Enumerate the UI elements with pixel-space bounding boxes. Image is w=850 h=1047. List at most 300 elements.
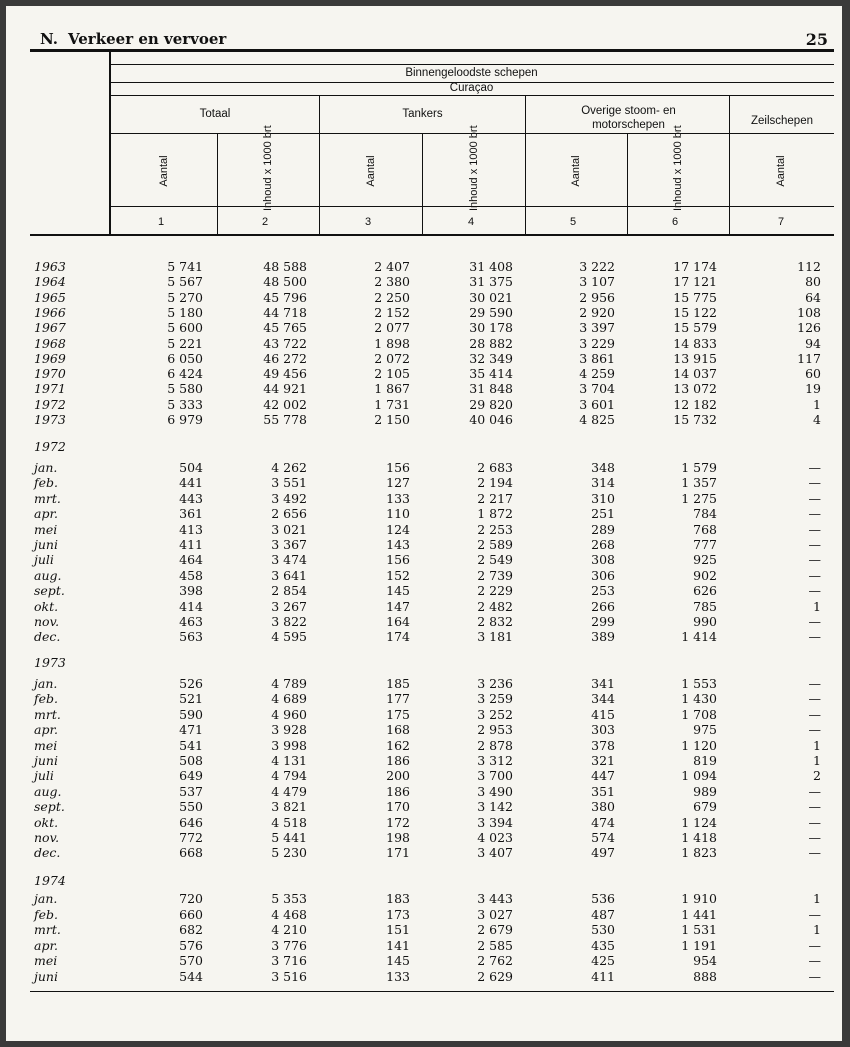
cell-col-2: 3 551 (271, 475, 307, 491)
cell-col-2: 42 002 (263, 396, 307, 412)
cell-col-3: 175 (386, 706, 410, 722)
cell-col-7: — (808, 722, 821, 738)
row-label: juni (34, 753, 58, 768)
table-row (6, 969, 842, 984)
cell-col-3: 2 380 (374, 274, 410, 290)
cell-col-2: 3 267 (271, 598, 307, 614)
cell-col-6: 954 (693, 953, 717, 969)
cell-col-6: 15 579 (673, 320, 717, 336)
cell-col-3: 177 (386, 691, 410, 707)
table-row (6, 397, 842, 412)
cell-col-5: 487 (591, 906, 615, 922)
cell-col-5: 536 (591, 891, 615, 906)
cell-col-3: 141 (386, 937, 410, 953)
table-row (6, 506, 842, 521)
cell-col-6: 1 910 (681, 891, 717, 906)
cell-col-2: 5 230 (271, 845, 307, 861)
cell-col-7: 1 (813, 598, 821, 614)
cell-col-5: 341 (591, 676, 615, 691)
cell-col-5: 303 (591, 722, 615, 738)
cell-col-5: 268 (591, 537, 615, 552)
cell-col-7: — (808, 706, 821, 722)
cell-col-4: 40 046 (469, 412, 513, 427)
row-label: aug. (34, 567, 62, 583)
cell-col-3: 198 (386, 830, 410, 845)
cell-col-1: 570 (179, 953, 203, 969)
row-label: aug. (34, 783, 62, 799)
table-row (6, 568, 842, 583)
row-label: jan. (34, 460, 58, 475)
cell-col-1: 5 180 (167, 304, 203, 320)
row-label: apr. (34, 506, 59, 522)
row-label: dec. (34, 845, 61, 861)
row-label: 1963 (34, 259, 66, 274)
group-overige: Overige stoom- en motorschepen (581, 105, 676, 131)
cell-col-1: 537 (179, 783, 203, 799)
cell-col-4: 35 414 (469, 366, 513, 382)
cell-col-4: 30 178 (469, 320, 513, 336)
row-label: apr. (34, 722, 59, 738)
cell-col-3: 170 (386, 799, 410, 815)
cell-col-4: 2 629 (477, 969, 513, 984)
table-row (6, 845, 842, 860)
cell-col-1: 646 (179, 814, 203, 830)
cell-col-4: 3 407 (477, 845, 513, 861)
cell-col-6: 785 (693, 598, 717, 614)
cell-col-7: — (808, 521, 821, 537)
table-row (6, 412, 842, 427)
group-label-1973: 1973 (34, 655, 66, 670)
row-label: jan. (34, 891, 58, 906)
cell-col-1: 504 (179, 460, 203, 475)
cell-col-5: 435 (591, 937, 615, 953)
col-head-4: Inhoud x 1000 brt (468, 125, 480, 211)
row-label: 1971 (34, 381, 66, 397)
cell-col-1: 550 (179, 799, 203, 815)
cell-col-5: 266 (591, 598, 615, 614)
cell-col-3: 133 (386, 969, 410, 984)
cell-col-3: 174 (386, 629, 410, 645)
cell-col-6: 1 275 (681, 490, 717, 506)
cell-col-3: 133 (386, 490, 410, 506)
cell-col-7: 126 (797, 320, 821, 336)
cell-col-2: 44 718 (263, 304, 307, 320)
cell-col-5: 530 (591, 922, 615, 938)
header-bottom-rule (30, 234, 834, 236)
cell-col-3: 2 077 (374, 320, 410, 336)
cell-col-6: 1 418 (681, 830, 717, 845)
table-row (6, 491, 842, 506)
cell-col-4: 3 490 (477, 783, 513, 799)
cell-col-7: — (808, 937, 821, 953)
cell-col-3: 143 (386, 537, 410, 552)
table-row (6, 938, 842, 953)
cell-col-3: 110 (386, 506, 410, 522)
cell-col-3: 2 105 (374, 366, 410, 382)
cell-col-1: 563 (179, 629, 203, 645)
row-label: okt. (34, 598, 59, 614)
cell-col-3: 168 (386, 722, 410, 738)
cell-col-3: 200 (386, 768, 410, 784)
cell-col-2: 2 656 (271, 506, 307, 522)
cell-col-5: 2 956 (579, 289, 615, 305)
table-row (6, 366, 842, 381)
table-row (6, 753, 842, 768)
cell-col-7: — (808, 537, 821, 552)
cell-col-6: 15 775 (673, 289, 717, 305)
table-row (6, 953, 842, 968)
cell-col-2: 4 131 (271, 753, 307, 768)
cell-col-1: 471 (179, 722, 203, 738)
col-head-1: Aantal (158, 155, 170, 187)
top-rule (30, 49, 834, 52)
cell-col-6: 1 579 (681, 460, 717, 475)
cell-col-2: 4 595 (271, 629, 307, 645)
row-label: 1968 (34, 335, 66, 351)
cell-col-4: 2 194 (477, 475, 513, 491)
cell-col-4: 2 683 (477, 460, 513, 475)
cell-col-2: 2 854 (271, 583, 307, 599)
cell-col-1: 544 (179, 969, 203, 984)
cell-col-2: 45 796 (263, 289, 307, 305)
group-label-1974: 1974 (34, 873, 66, 888)
table-row (6, 799, 842, 814)
group-tankers: Tankers (402, 108, 443, 120)
cell-col-3: 145 (386, 953, 410, 969)
row-label: 1970 (34, 366, 66, 382)
cell-col-1: 541 (179, 737, 203, 753)
cell-col-5: 251 (591, 506, 615, 522)
col-number: 1 (158, 216, 165, 228)
cell-col-5: 308 (591, 552, 615, 568)
cell-col-4: 2 679 (477, 922, 513, 938)
cell-col-7: 1 (813, 737, 821, 753)
cell-col-6: 1 430 (681, 691, 717, 707)
row-label: feb. (34, 475, 58, 491)
table-row (6, 599, 842, 614)
group-totaal: Totaal (199, 108, 231, 120)
cell-col-4: 2 549 (477, 552, 513, 568)
cell-col-6: 1 531 (681, 922, 717, 938)
col-number: 4 (468, 216, 475, 228)
table-row (6, 907, 842, 922)
table-row (6, 537, 842, 552)
table-row (6, 381, 842, 396)
cell-col-5: 289 (591, 521, 615, 537)
cell-col-5: 3 704 (579, 381, 615, 397)
cell-col-7: 64 (805, 289, 821, 305)
cell-col-4: 29 820 (469, 396, 513, 412)
cell-col-1: 464 (179, 552, 203, 568)
section-title: Verkeer en vervoer (68, 30, 227, 48)
cell-col-5: 415 (591, 706, 615, 722)
table-row (6, 768, 842, 783)
cell-col-1: 5 741 (167, 259, 203, 274)
cell-col-1: 508 (179, 753, 203, 768)
cell-col-5: 4 825 (579, 412, 615, 427)
cell-col-3: 156 (386, 552, 410, 568)
row-label: feb. (34, 906, 58, 922)
cell-col-4: 3 252 (477, 706, 513, 722)
cell-col-7: — (808, 691, 821, 707)
cell-col-4: 28 882 (469, 335, 513, 351)
cell-col-6: 15 732 (673, 412, 717, 427)
cell-col-7: 1 (813, 396, 821, 412)
cell-col-3: 1 731 (374, 396, 410, 412)
cell-col-7: — (808, 799, 821, 815)
cell-col-5: 344 (591, 691, 615, 707)
cell-col-3: 2 152 (374, 304, 410, 320)
cell-col-7: 1 (813, 753, 821, 768)
cell-col-4: 2 217 (477, 490, 513, 506)
cell-col-5: 310 (591, 490, 615, 506)
cell-col-1: 6 979 (167, 412, 203, 427)
cell-col-7: 117 (797, 350, 821, 366)
cell-col-2: 3 822 (271, 614, 307, 629)
cell-col-1: 6 050 (167, 350, 203, 366)
cell-col-5: 3 222 (579, 259, 615, 274)
table-row (6, 784, 842, 799)
cell-col-6: 679 (693, 799, 717, 815)
cell-col-5: 306 (591, 567, 615, 583)
row-label: feb. (34, 691, 58, 707)
cell-col-7: 60 (805, 366, 821, 382)
cell-col-1: 411 (179, 537, 203, 552)
row-label: mrt. (34, 922, 61, 938)
row-label: apr. (34, 937, 59, 953)
cell-col-1: 361 (179, 506, 203, 522)
col-head-7: Aantal (775, 155, 787, 187)
row-label: dec. (34, 629, 61, 645)
cell-col-6: 989 (693, 783, 717, 799)
col-head-2: Inhoud x 1000 brt (262, 125, 274, 211)
cell-col-1: 521 (179, 691, 203, 707)
cell-col-6: 14 037 (673, 366, 717, 382)
cell-col-6: 13 915 (673, 350, 717, 366)
table-row (6, 305, 842, 320)
cell-col-2: 3 928 (271, 722, 307, 738)
cell-col-6: 777 (693, 537, 717, 552)
cell-col-5: 321 (591, 753, 615, 768)
cell-col-2: 44 921 (263, 381, 307, 397)
col-number: 2 (262, 216, 269, 228)
cell-col-3: 162 (386, 737, 410, 753)
cell-col-7: — (808, 783, 821, 799)
cell-col-7: — (808, 845, 821, 861)
table-row (6, 830, 842, 845)
cell-col-1: 772 (179, 830, 203, 845)
group-label-1972: 1972 (34, 439, 66, 454)
cell-col-2: 3 776 (271, 937, 307, 953)
table-row (6, 676, 842, 691)
table-row (6, 815, 842, 830)
cell-col-5: 351 (591, 783, 615, 799)
cell-col-1: 668 (179, 845, 203, 861)
cell-col-5: 425 (591, 953, 615, 969)
cell-col-2: 4 794 (271, 768, 307, 784)
cell-col-4: 2 762 (477, 953, 513, 969)
table-row (6, 583, 842, 598)
row-label: juli (34, 552, 54, 568)
cell-col-2: 4 789 (271, 676, 307, 691)
row-label: 1964 (34, 274, 66, 290)
table-row (6, 336, 842, 351)
table-row (6, 460, 842, 475)
cell-col-5: 3 107 (579, 274, 615, 290)
cell-col-7: — (808, 460, 821, 475)
cell-col-1: 5 580 (167, 381, 203, 397)
cell-col-5: 3 397 (579, 320, 615, 336)
cell-col-1: 398 (179, 583, 203, 599)
cell-col-4: 2 878 (477, 737, 513, 753)
cell-col-4: 3 312 (477, 753, 513, 768)
row-label: juni (34, 969, 58, 984)
cell-col-7: 1 (813, 922, 821, 938)
cell-col-2: 48 500 (263, 274, 307, 290)
cell-col-7: 2 (813, 768, 821, 784)
cell-col-1: 526 (179, 676, 203, 691)
cell-col-4: 31 408 (469, 259, 513, 274)
cell-col-2: 5 353 (271, 891, 307, 906)
cell-col-5: 253 (591, 583, 615, 599)
cell-col-3: 2 250 (374, 289, 410, 305)
cell-col-6: 1 094 (681, 768, 717, 784)
cell-col-6: 1 357 (681, 475, 717, 491)
cell-col-4: 32 349 (469, 350, 513, 366)
cell-col-1: 414 (179, 598, 203, 614)
cell-col-5: 497 (591, 845, 615, 861)
cell-col-6: 14 833 (673, 335, 717, 351)
cell-col-6: 925 (693, 552, 717, 568)
cell-col-4: 31 375 (469, 274, 513, 290)
cell-col-5: 348 (591, 460, 615, 475)
cell-col-7: — (808, 629, 821, 645)
table-row (6, 351, 842, 366)
col-head-3: Aantal (365, 155, 377, 187)
cell-col-3: 2 150 (374, 412, 410, 427)
cell-col-7: — (808, 490, 821, 506)
cell-col-1: 463 (179, 614, 203, 629)
cell-col-7: 80 (805, 274, 821, 290)
cell-col-3: 156 (386, 460, 410, 475)
cell-col-2: 3 492 (271, 490, 307, 506)
cell-col-3: 186 (386, 783, 410, 799)
cell-col-1: 720 (179, 891, 203, 906)
row-label: juli (34, 768, 54, 784)
cell-col-3: 2 407 (374, 259, 410, 274)
cell-col-3: 171 (386, 845, 410, 861)
section-letter: N. (40, 30, 58, 48)
cell-col-7: — (808, 583, 821, 599)
cell-col-7: — (808, 830, 821, 845)
table-row (6, 707, 842, 722)
cell-col-1: 6 424 (167, 366, 203, 382)
cell-col-2: 4 689 (271, 691, 307, 707)
row-label: jan. (34, 676, 58, 691)
cell-col-6: 975 (693, 722, 717, 738)
cell-col-5: 447 (591, 768, 615, 784)
stub-divider (109, 52, 111, 236)
table-row (6, 274, 842, 289)
cell-col-2: 4 518 (271, 814, 307, 830)
col-head-6: Inhoud x 1000 brt (672, 125, 684, 211)
row-label: 1967 (34, 320, 66, 336)
cell-col-2: 46 272 (263, 350, 307, 366)
cell-col-5: 299 (591, 614, 615, 629)
group-zeilschepen: Zeilschepen (750, 115, 813, 127)
cell-col-1: 5 333 (167, 396, 203, 412)
cell-col-6: 17 121 (673, 274, 717, 290)
page-number: 25 (805, 30, 828, 49)
cell-col-5: 378 (591, 737, 615, 753)
table-title: Binnengeloodste schepen (405, 67, 538, 79)
cell-col-2: 3 516 (271, 969, 307, 984)
cell-col-5: 314 (591, 475, 615, 491)
cell-col-1: 441 (179, 475, 203, 491)
cell-col-1: 576 (179, 937, 203, 953)
cell-col-2: 3 367 (271, 537, 307, 552)
table-row (6, 738, 842, 753)
cell-col-6: 17 174 (673, 259, 717, 274)
cell-col-2: 4 479 (271, 783, 307, 799)
cell-col-2: 3 716 (271, 953, 307, 969)
row-label: sept. (34, 799, 65, 815)
cell-col-3: 173 (386, 906, 410, 922)
cell-col-1: 5 221 (167, 335, 203, 351)
cell-col-4: 2 589 (477, 537, 513, 552)
cell-col-4: 1 872 (477, 506, 513, 522)
cell-col-6: 1 553 (681, 676, 717, 691)
cell-col-6: 12 182 (673, 396, 717, 412)
row-label: 1972 (34, 396, 66, 412)
cell-col-4: 2 253 (477, 521, 513, 537)
cell-col-2: 4 210 (271, 922, 307, 938)
row-label: mei (34, 953, 58, 969)
cell-col-4: 2 229 (477, 583, 513, 599)
cell-col-3: 164 (386, 614, 410, 629)
cell-col-2: 4 468 (271, 906, 307, 922)
cell-col-6: 13 072 (673, 381, 717, 397)
cell-col-1: 682 (179, 922, 203, 938)
row-label: nov. (34, 614, 60, 629)
cell-col-6: 1 124 (681, 814, 717, 830)
cell-col-7: 1 (813, 891, 821, 906)
cell-col-4: 2 953 (477, 722, 513, 738)
title-rule (109, 64, 834, 65)
cell-col-7: 112 (797, 259, 821, 274)
cell-col-4: 3 181 (477, 629, 513, 645)
row-label: sept. (34, 583, 65, 599)
cell-col-6: 15 122 (673, 304, 717, 320)
table-subtitle: Curaçao (449, 82, 494, 94)
row-label: okt. (34, 814, 59, 830)
table-row (6, 629, 842, 644)
cell-col-2: 49 456 (263, 366, 307, 382)
cell-col-3: 2 072 (374, 350, 410, 366)
cell-col-7: — (808, 475, 821, 491)
cell-col-4: 2 585 (477, 937, 513, 953)
table-row (6, 891, 842, 906)
cell-col-4: 2 832 (477, 614, 513, 629)
cell-col-3: 145 (386, 583, 410, 599)
row-label: nov. (34, 830, 60, 845)
cell-col-3: 1 898 (374, 335, 410, 351)
row-label: mei (34, 737, 58, 753)
row-label: juni (34, 537, 58, 552)
cell-col-7: — (808, 906, 821, 922)
cell-col-6: 1 414 (681, 629, 717, 645)
cell-col-6: 990 (693, 614, 717, 629)
